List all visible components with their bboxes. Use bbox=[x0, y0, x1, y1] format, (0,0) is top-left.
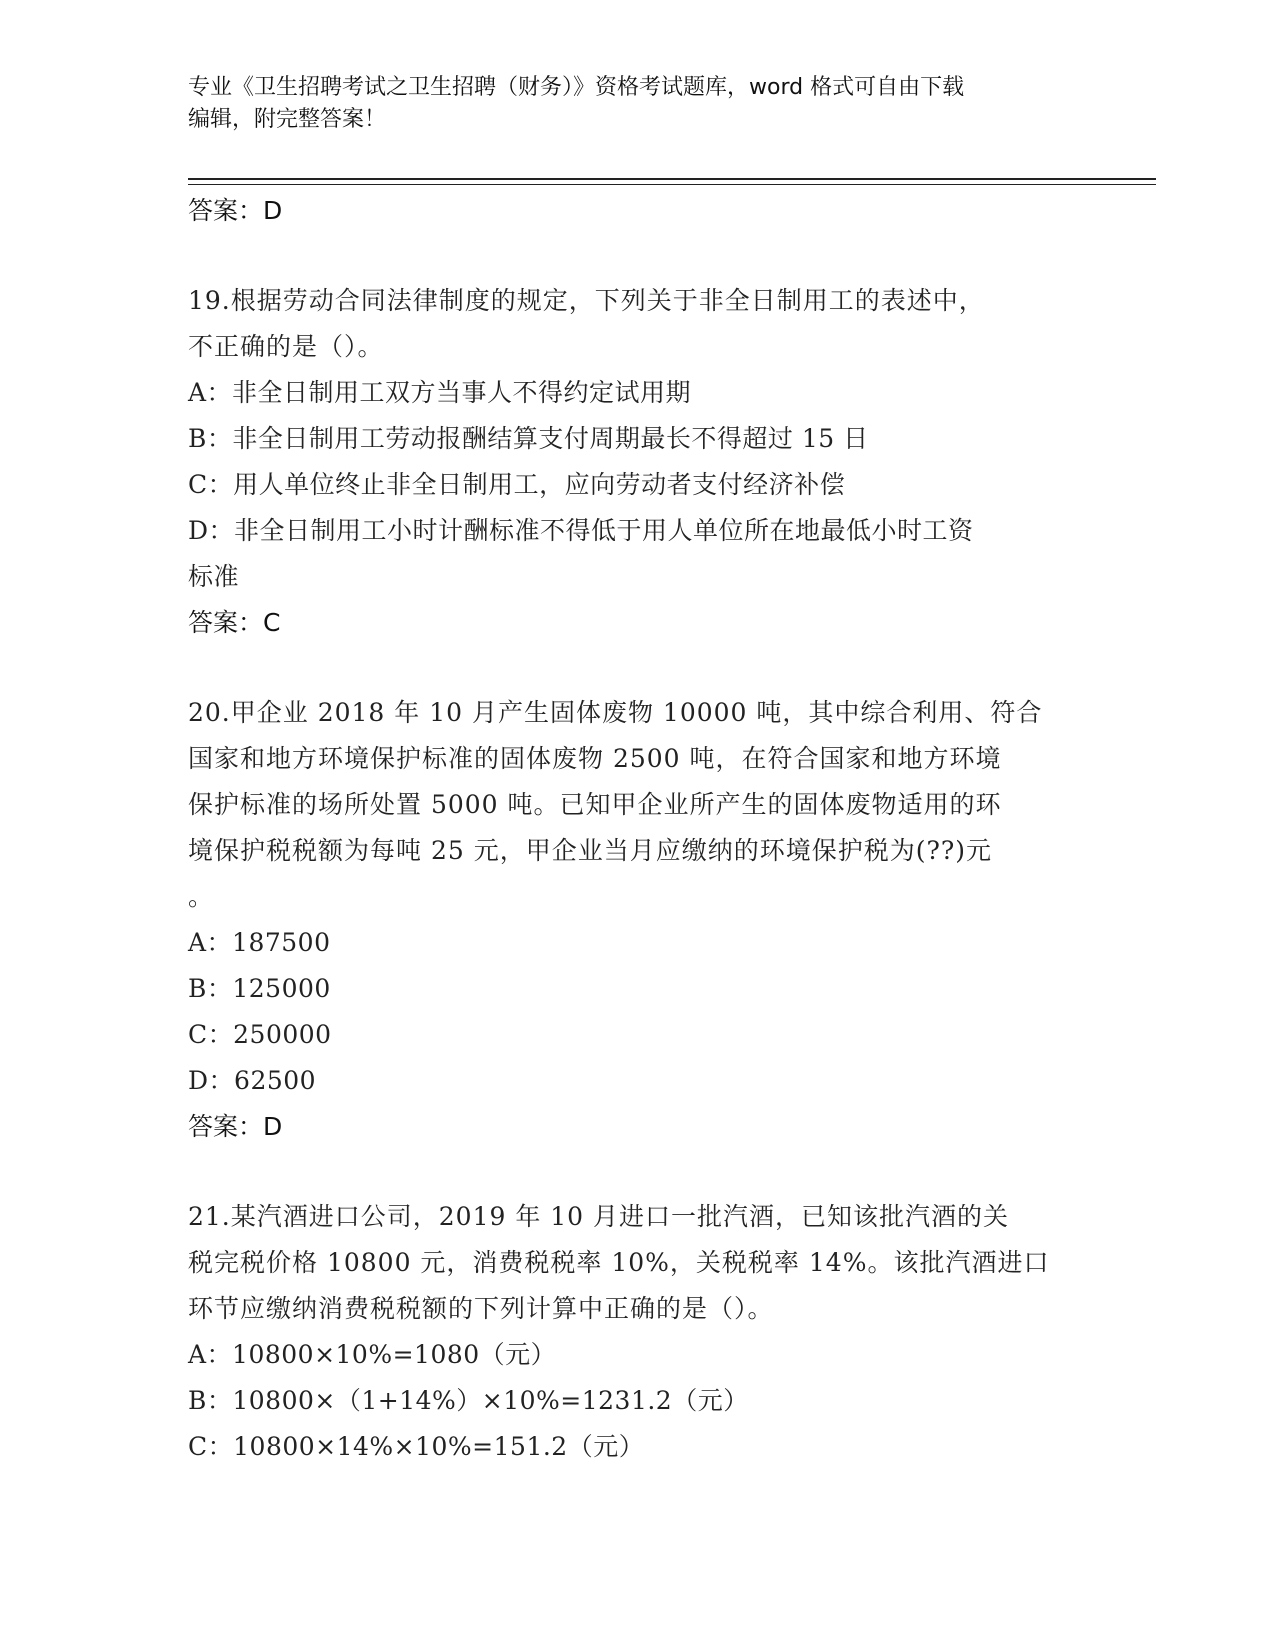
option-a: A：非全日制用工双方当事人不得约定试用期 bbox=[188, 378, 692, 407]
question-stem: 保护标准的场所处置 5000 吨。已知甲企业所产生的固体废物适用的环 bbox=[188, 790, 1002, 819]
document-body bbox=[188, 188, 1078, 1470]
option-c: C：250000 bbox=[188, 1020, 332, 1049]
header-line-1: 专业《卫生招聘考试之卫生招聘（财务）》资格考试题库，word 格式可自由下载 bbox=[188, 75, 965, 100]
option-d-continued: 标准 bbox=[188, 562, 240, 591]
question-21 bbox=[188, 1194, 1078, 1470]
answer-line: 答案：D bbox=[188, 1112, 283, 1141]
answer-line: 答案：C bbox=[188, 608, 281, 637]
question-stem: 税完税价格 10800 元，消费税税率 10%，关税税率 14%。该批汽酒进口 bbox=[188, 1248, 1050, 1277]
option-d: D：62500 bbox=[188, 1066, 317, 1095]
question-stem: 21.某汽酒进口公司，2019 年 10 月进口一批汽酒，已知该批汽酒的关 bbox=[188, 1202, 1010, 1231]
question-stem: 。 bbox=[188, 882, 215, 911]
question-stem: 境保护税税额为每吨 25 元，甲企业当月应缴纳的环境保护税为(??)元 bbox=[188, 836, 993, 865]
header-divider-thick bbox=[188, 178, 1156, 180]
option-b: B：125000 bbox=[188, 974, 331, 1003]
question-20 bbox=[188, 690, 1078, 1150]
question-stem: 国家和地方环境保护标准的固体废物 2500 吨，在符合国家和地方环境 bbox=[188, 744, 1002, 773]
option-c: C：用人单位终止非全日制用工，应向劳动者支付经济补偿 bbox=[188, 470, 846, 499]
option-a: A：187500 bbox=[188, 928, 331, 957]
option-b: B：非全日制用工劳动报酬结算支付周期最长不得超过 15 日 bbox=[188, 424, 869, 453]
header-divider-thin bbox=[188, 184, 1156, 185]
header-line-2: 编辑，附完整答案！ bbox=[188, 107, 387, 132]
option-a: A：10800×10%=1080（元） bbox=[188, 1340, 557, 1369]
answer-line: 答案：D bbox=[188, 196, 283, 225]
question-stem: 不正确的是（）。 bbox=[188, 332, 384, 361]
question-stem: 环节应缴纳消费税税额的下列计算中正确的是（）。 bbox=[188, 1294, 774, 1323]
document-header bbox=[188, 72, 1068, 136]
question-19 bbox=[188, 278, 1078, 646]
option-b: B：10800×（1+14%）×10%=1231.2（元） bbox=[188, 1386, 749, 1415]
option-c: C：10800×14%×10%=151.2（元） bbox=[188, 1432, 645, 1461]
question-stem: 19.根据劳动合同法律制度的规定，下列关于非全日制用工的表述中， bbox=[188, 286, 985, 315]
question-stem: 20.甲企业 2018 年 10 月产生固体废物 10000 吨，其中综合利用、符合 bbox=[188, 698, 1043, 727]
option-d: D：非全日制用工小时计酬标准不得低于用人单位所在地最低小时工资 bbox=[188, 516, 974, 545]
